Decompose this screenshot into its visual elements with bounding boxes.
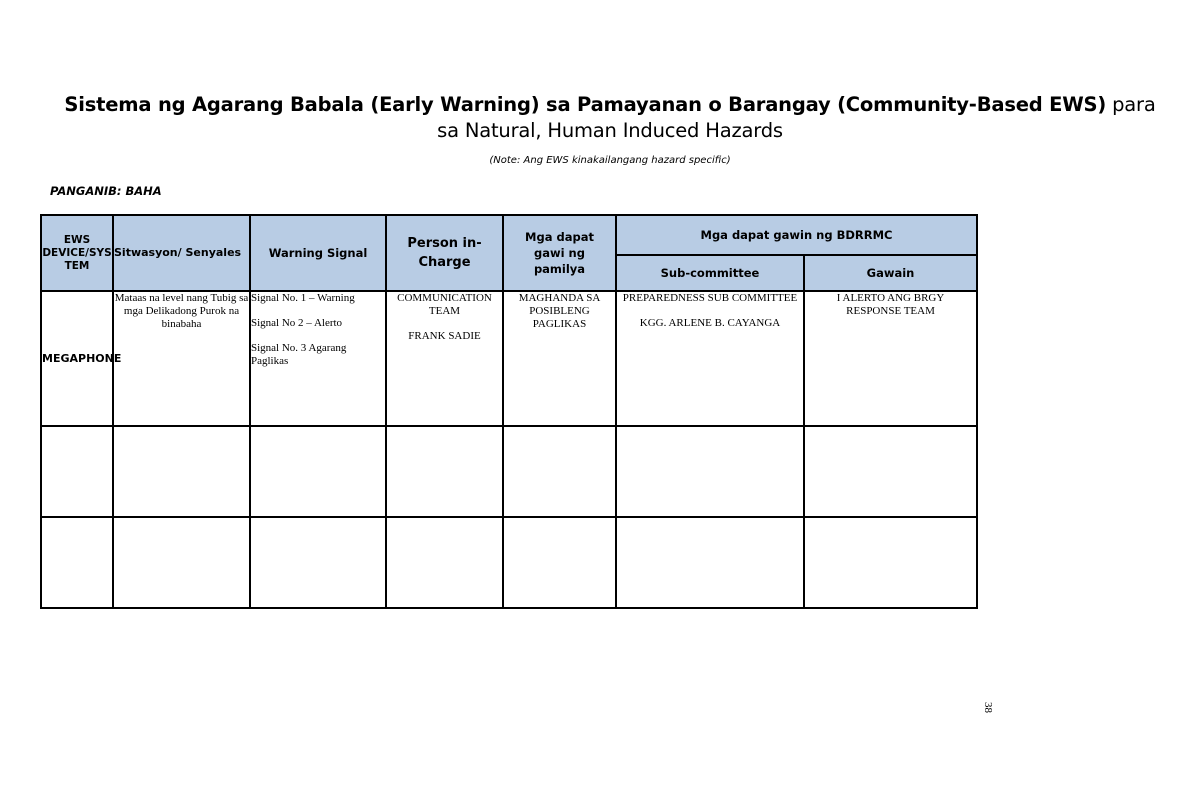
note-text: (Note: Ang EWS kinakailangang hazard specific)	[489, 155, 731, 166]
cell-subcommittee	[616, 291, 804, 426]
header-bdrrmc-group: Mga dapat gawin ng BDRRMC	[616, 215, 977, 255]
title-line2: sa Natural, Human Induced Hazards	[437, 119, 783, 142]
signal-1: Signal No. 1 – Warning	[251, 292, 355, 304]
empty-cell	[503, 426, 616, 517]
cell-warning-signal	[250, 291, 386, 426]
page-number: 38	[982, 702, 994, 713]
empty-cell	[41, 517, 113, 608]
table-row	[41, 291, 977, 426]
signal-3: Signal No. 3 Agarang Paglikas	[251, 342, 347, 367]
empty-cell	[804, 517, 977, 608]
empty-cell	[250, 426, 386, 517]
person-name: FRANK SADIE	[408, 330, 481, 342]
table-row	[41, 517, 977, 608]
person-team: COMMUNICATION TEAM	[397, 292, 492, 317]
signal-2: Signal No 2 – Alerto	[251, 317, 343, 329]
empty-cell	[386, 426, 503, 517]
title-bold: Sistema ng Agarang Babala (Early Warning) sa Pamayanan o Barangay (Community-Based EWS)	[64, 93, 1107, 116]
empty-cell	[616, 517, 804, 608]
hazard-label: PANGANIB: BAHA	[50, 184, 162, 198]
cell-situation: Mataas na level nang Tubig sa mga Delikadong Purok na binabaha	[113, 291, 250, 426]
header-family-actions: Mga dapat gawi ng pamilya	[503, 215, 616, 291]
document-title	[60, 92, 1160, 144]
subcommittee-name: PREPAREDNESS SUB COMMITTEE	[622, 292, 798, 304]
header-warning-signal: Warning Signal	[250, 215, 386, 291]
empty-cell	[113, 426, 250, 517]
empty-cell	[804, 426, 977, 517]
header-gawain: Gawain	[804, 255, 977, 291]
cell-gawain: I ALERTO ANG BRGY RESPONSE TEAM	[804, 291, 977, 426]
header-situation: Sitwasyon/ Senyales	[113, 215, 250, 291]
empty-cell	[386, 517, 503, 608]
header-subcommittee: Sub-committee	[616, 255, 804, 291]
title-para: para	[1112, 93, 1156, 116]
empty-cell	[250, 517, 386, 608]
empty-cell	[616, 426, 804, 517]
ews-table	[40, 214, 978, 609]
table-row	[41, 426, 977, 517]
subcommittee-person: KGG. ARLENE B. CAYANGA	[639, 317, 781, 329]
cell-device: MEGAPHONE	[41, 291, 113, 426]
header-ews-device: EWS DEVICE/SYS TEM	[41, 215, 113, 291]
empty-cell	[41, 426, 113, 517]
empty-cell	[503, 517, 616, 608]
header-person-in-charge: Person in-Charge	[386, 215, 503, 291]
cell-family-actions: MAGHANDA SA POSIBLENG PAGLIKAS	[503, 291, 616, 426]
empty-cell	[113, 517, 250, 608]
cell-person-in-charge	[386, 291, 503, 426]
